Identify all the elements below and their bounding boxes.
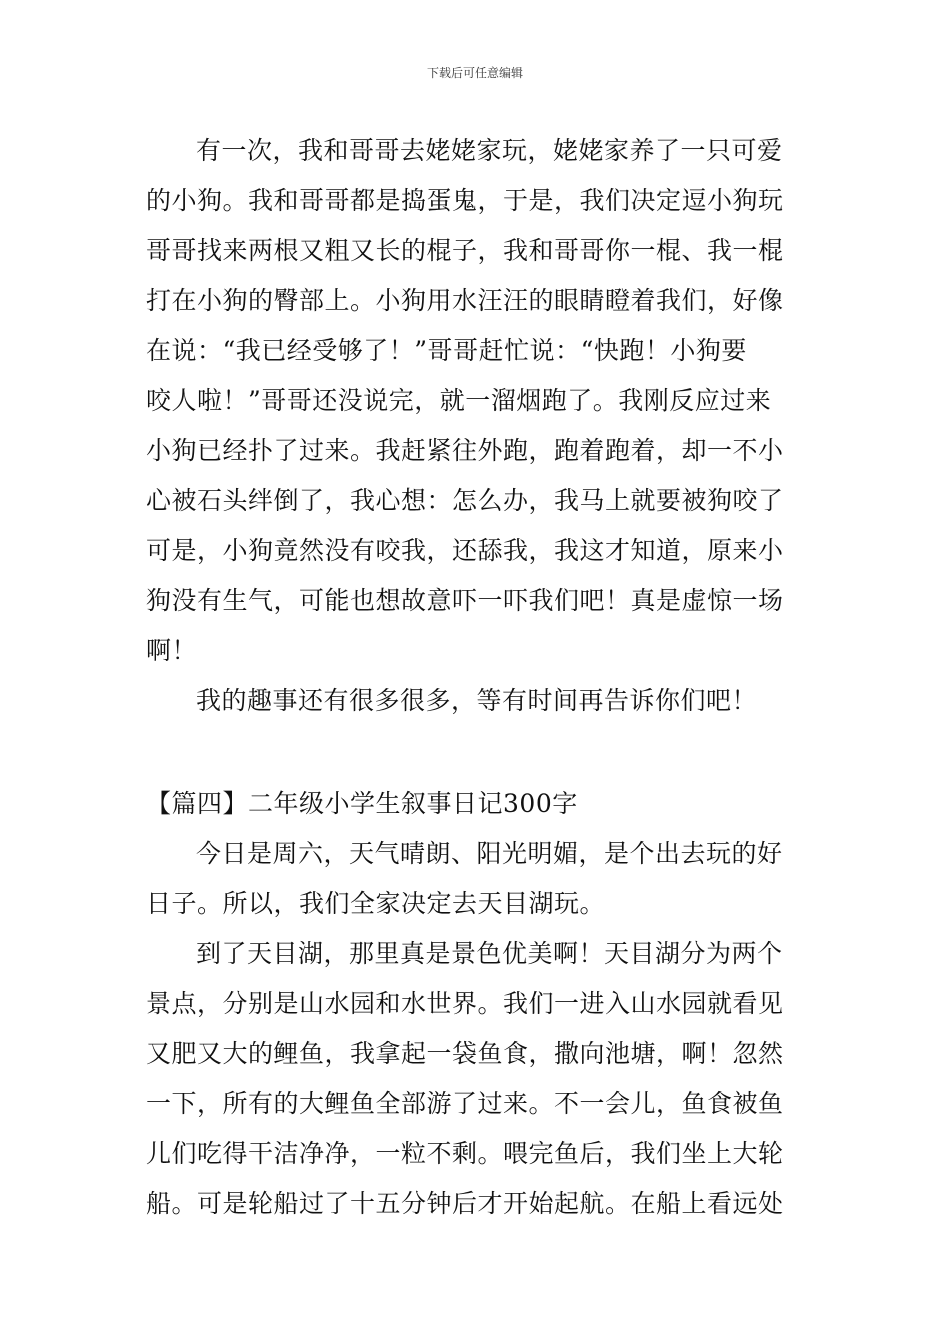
paragraph-story2-2 [146, 929, 810, 1229]
text-line: 在说：“我已经受够了！”哥哥赶忙说：“快跑！小狗要 [146, 336, 747, 365]
paragraph-story1 [146, 126, 810, 676]
text-line: 我的趣事还有很多很多，等有时间再告诉你们吧！ [196, 686, 758, 715]
text-line: 日子。所以，我们全家决定去天目湖玩。 [146, 889, 606, 918]
text-line: 儿们吃得干洁净净，一粒不剩。喂完鱼后，我们坐上大轮 [146, 1139, 784, 1168]
text-line: 小狗已经扑了过来。我赶紧往外跑，跑着跑着，却一不小 [146, 436, 784, 465]
text-line: 啊！ [146, 636, 198, 665]
section-heading: 【篇四】二年级小学生叙事日记300字 [146, 789, 578, 818]
paragraph-story2-1 [146, 829, 810, 929]
document-body [146, 126, 810, 1229]
text-line: 狗没有生气，可能也想故意吓一吓我们吧！真是虚惊一场 [146, 586, 784, 615]
section-title [146, 779, 810, 829]
page-header: 下载后可任意编辑 [426, 66, 523, 80]
text-line: 又肥又大的鲤鱼，我拿起一袋鱼食，撒向池塘，啊！忽然 [146, 1039, 784, 1068]
text-line: 今日是周六，天气晴朗、阳光明媚，是个出去玩的好 [196, 839, 783, 868]
text-line: 景点，分别是山水园和水世界。我们一进入山水园就看见 [146, 989, 784, 1018]
text-line: 心被石头绊倒了，我心想：怎么办，我马上就要被狗咬了 [146, 486, 784, 515]
text-line: 的小狗。我和哥哥都是捣蛋鬼，于是，我们决定逗小狗玩 [146, 186, 784, 215]
text-line: 一下，所有的大鲤鱼全部游了过来。不一会儿，鱼食被鱼 [146, 1089, 784, 1118]
text-line: 船。可是轮船过了十五分钟后才开始起航。在船上看远处 [146, 1189, 784, 1218]
text-line: 哥哥找来两根又粗又长的棍子，我和哥哥你一棍、我一棍 [146, 236, 784, 265]
paragraph-story1-end [146, 676, 810, 726]
text-line: 有一次，我和哥哥去姥姥家玩，姥姥家养了一只可爱 [196, 136, 783, 165]
section-gap [146, 726, 810, 779]
text-line: 到了天目湖，那里真是景色优美啊！天目湖分为两个 [196, 939, 783, 968]
text-line: 可是，小狗竟然没有咬我，还舔我，我这才知道，原来小 [146, 536, 784, 565]
text-line: 打在小狗的臀部上。小狗用水汪汪的眼睛瞪着我们，好像 [146, 286, 784, 315]
text-line: 咬人啦！”哥哥还没说完，就一溜烟跑了。我刚反应过来 [146, 386, 772, 415]
